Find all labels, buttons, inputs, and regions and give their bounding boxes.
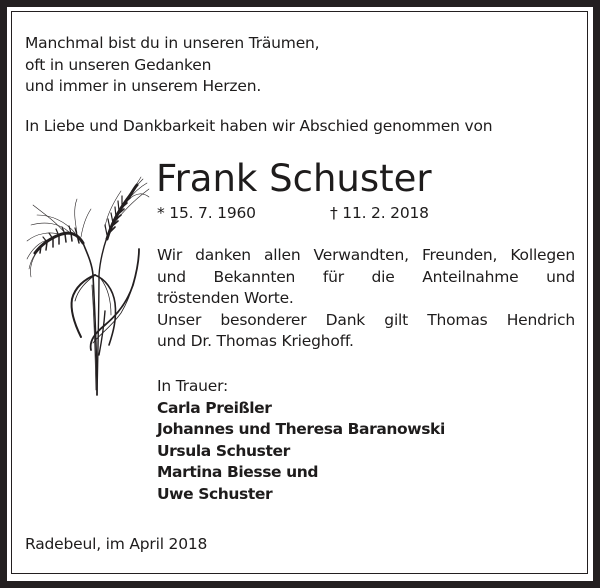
mourner-name: Martina Biesse und xyxy=(157,463,319,481)
poem-line: oft in unseren Gedanken xyxy=(25,55,212,74)
mourner-name: Uwe Schuster xyxy=(157,484,273,503)
birth-date: * 15. 7. 1960 xyxy=(157,204,256,222)
thanks-line: Wir danken allen Verwandten, Freunden, Kollegen xyxy=(157,246,575,264)
death-date: † 11. 2. 2018 xyxy=(330,204,429,222)
thanks-line: und Dr. Thomas Krieghoff. xyxy=(157,332,354,350)
thanks-line: und Bekannten für die Anteilnahme und xyxy=(157,267,575,286)
mourner-name: Ursula Schuster xyxy=(157,441,290,460)
thanks-line: tröstenden Worte. xyxy=(157,289,294,307)
mourners-label: In Trauer: xyxy=(157,377,229,395)
thanks-line: Unser besonderer Dank gilt Thomas Hendrich xyxy=(157,310,575,329)
mourners-block xyxy=(157,376,445,505)
intro-text: In Liebe und Dankbarkeit haben wir Abschied genommen von xyxy=(25,117,493,135)
thanks-paragraph xyxy=(157,245,575,353)
poem-line: Manchmal bist du in unseren Träumen, xyxy=(25,34,320,52)
place-date: Radebeul, im April 2018 xyxy=(25,535,208,553)
poem-line: und immer in unserem Herzen. xyxy=(25,77,262,95)
mourner-name: Johannes und Theresa Baranowski xyxy=(157,420,445,438)
poem xyxy=(25,33,319,98)
mourner-name: Carla Preißler xyxy=(157,398,272,417)
wheat-ears-icon xyxy=(25,175,150,400)
deceased-name: Frank Schuster xyxy=(156,157,432,200)
